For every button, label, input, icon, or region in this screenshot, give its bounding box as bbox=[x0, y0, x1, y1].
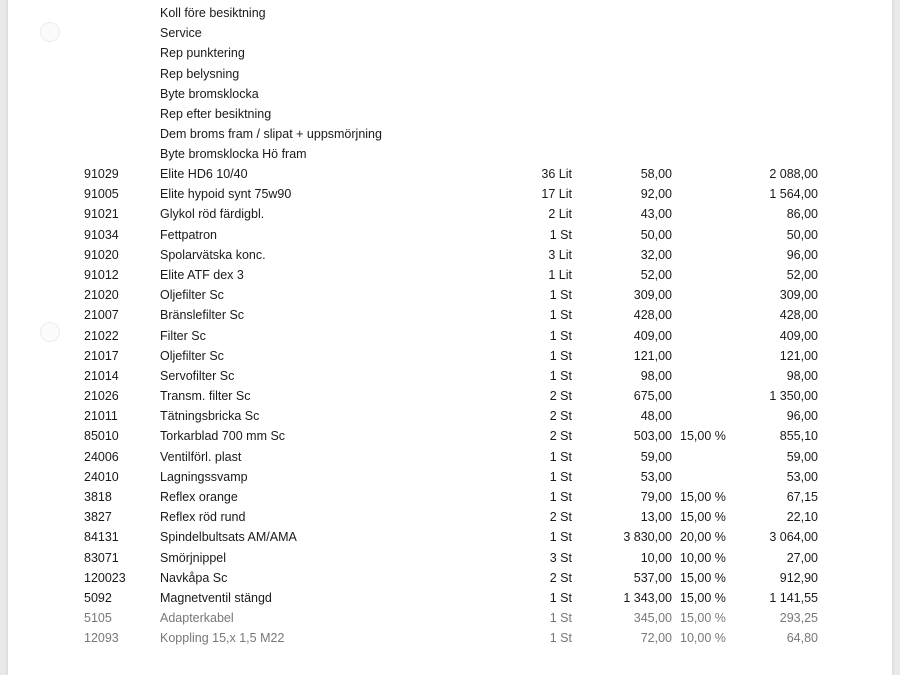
item-code: 5105 bbox=[84, 611, 112, 626]
item-code: 24010 bbox=[84, 469, 119, 484]
item-description: Adapterkabel bbox=[160, 611, 234, 626]
item-discount: 15,00 % bbox=[680, 429, 726, 444]
item-total: 96,00 bbox=[786, 409, 818, 424]
item-unit-price: 428,00 bbox=[633, 308, 672, 323]
item-total: 912,90 bbox=[779, 570, 818, 585]
item-code: 91020 bbox=[84, 247, 119, 262]
item-code: 21020 bbox=[84, 288, 119, 303]
item-unit-price: 32,00 bbox=[640, 247, 672, 262]
item-quantity: 2 St bbox=[549, 409, 572, 424]
item-total: 53,00 bbox=[786, 469, 818, 484]
item-description: Fettpatron bbox=[160, 227, 217, 242]
item-quantity: 1 St bbox=[549, 328, 572, 343]
item-total: 1 350,00 bbox=[769, 389, 818, 404]
item-total: 22,10 bbox=[786, 510, 818, 525]
item-description: Navkåpa Sc bbox=[160, 570, 228, 585]
work-note: Rep belysning bbox=[160, 66, 240, 81]
item-total: 64,80 bbox=[786, 631, 818, 646]
work-note: Service bbox=[160, 26, 202, 41]
item-discount: 10,00 % bbox=[680, 631, 726, 646]
work-note: Koll före besiktning bbox=[160, 6, 266, 20]
work-note: Rep punktering bbox=[160, 46, 245, 61]
item-description: Reflex röd rund bbox=[160, 510, 246, 525]
item-code: 91012 bbox=[84, 267, 119, 282]
item-quantity: 2 St bbox=[549, 429, 572, 444]
item-quantity: 2 St bbox=[549, 389, 572, 404]
item-description: Servofilter Sc bbox=[160, 368, 235, 383]
invoice-items-table bbox=[8, 164, 892, 649]
item-code: 91034 bbox=[84, 227, 119, 242]
work-note: Byte bromsklocka bbox=[160, 86, 259, 101]
item-code: 21017 bbox=[84, 348, 119, 363]
item-quantity: 2 St bbox=[549, 570, 572, 585]
table-row bbox=[8, 487, 892, 507]
item-code: 3827 bbox=[84, 510, 112, 525]
item-total: 27,00 bbox=[786, 550, 818, 565]
item-discount: 15,00 % bbox=[680, 570, 726, 585]
item-quantity: 1 St bbox=[549, 631, 572, 646]
item-code: 21014 bbox=[84, 368, 119, 383]
item-unit-price: 43,00 bbox=[640, 207, 672, 222]
item-total: 2 088,00 bbox=[769, 167, 818, 181]
table-row bbox=[8, 366, 892, 386]
item-unit-price: 1 343,00 bbox=[623, 590, 672, 605]
table-row bbox=[8, 204, 892, 224]
item-unit-price: 675,00 bbox=[633, 389, 672, 404]
item-discount: 15,00 % bbox=[680, 611, 726, 626]
item-total: 96,00 bbox=[786, 247, 818, 262]
table-row bbox=[8, 285, 892, 305]
item-description: Transm. filter Sc bbox=[160, 389, 251, 404]
item-discount: 15,00 % bbox=[680, 490, 726, 504]
item-total: 855,10 bbox=[779, 429, 818, 444]
item-description: Spolarvätska konc. bbox=[160, 247, 266, 262]
item-code: 91021 bbox=[84, 207, 119, 222]
item-code: 91029 bbox=[84, 167, 119, 181]
work-note: Rep efter besiktning bbox=[160, 106, 272, 121]
item-total: 50,00 bbox=[786, 227, 818, 242]
item-unit-price: 92,00 bbox=[640, 187, 672, 202]
item-unit-price: 13,00 bbox=[640, 510, 672, 525]
item-quantity: 3 St bbox=[549, 550, 572, 565]
item-unit-price: 52,00 bbox=[640, 267, 672, 282]
item-code: 24006 bbox=[84, 449, 119, 464]
item-unit-price: 10,00 bbox=[640, 550, 672, 565]
item-quantity: 17 Lit bbox=[541, 187, 572, 202]
item-description: Elite ATF dex 3 bbox=[160, 267, 244, 282]
item-description: Magnetventil stängd bbox=[160, 590, 272, 605]
item-quantity: 1 St bbox=[549, 469, 572, 484]
item-total: 1 564,00 bbox=[769, 187, 818, 202]
item-unit-price: 345,00 bbox=[633, 611, 672, 626]
invoice-page bbox=[8, 0, 892, 675]
item-discount: 15,00 % bbox=[680, 510, 726, 525]
item-unit-price: 3 830,00 bbox=[623, 530, 672, 545]
item-unit-price: 537,00 bbox=[633, 570, 672, 585]
item-total: 98,00 bbox=[786, 368, 818, 383]
item-description: Torkarblad 700 mm Sc bbox=[160, 429, 286, 444]
table-row bbox=[8, 184, 892, 204]
table-row bbox=[8, 507, 892, 527]
item-description: Spindelbultsats AM/AMA bbox=[160, 530, 297, 545]
item-description: Smörjnippel bbox=[160, 550, 227, 565]
item-description: Koppling 15,x 1,5 M22 bbox=[160, 631, 285, 646]
item-total: 3 064,00 bbox=[769, 530, 818, 545]
item-description: Glykol röd färdigbl. bbox=[160, 207, 265, 222]
item-quantity: 1 St bbox=[549, 490, 572, 504]
item-quantity: 1 St bbox=[549, 288, 572, 303]
item-quantity: 36 Lit bbox=[541, 167, 572, 181]
item-unit-price: 503,00 bbox=[633, 429, 672, 444]
work-note: Byte bromsklocka Hö fram bbox=[160, 147, 307, 162]
table-row bbox=[8, 608, 892, 628]
item-quantity: 1 St bbox=[549, 611, 572, 626]
item-total: 428,00 bbox=[779, 308, 818, 323]
item-description: Filter Sc bbox=[160, 328, 206, 343]
item-code: 21026 bbox=[84, 389, 119, 404]
item-quantity: 2 Lit bbox=[548, 207, 572, 222]
item-code: 91005 bbox=[84, 187, 119, 202]
work-note: Dem broms fram / slipat + uppsmörjning bbox=[160, 127, 382, 142]
item-description: Ventilförl. plast bbox=[160, 449, 242, 464]
item-quantity: 1 Lit bbox=[548, 267, 572, 282]
table-row bbox=[8, 527, 892, 547]
table-row bbox=[8, 467, 892, 487]
item-quantity: 1 St bbox=[549, 449, 572, 464]
item-unit-price: 309,00 bbox=[633, 288, 672, 303]
table-row bbox=[8, 588, 892, 608]
item-quantity: 3 Lit bbox=[548, 247, 572, 262]
item-total: 121,00 bbox=[779, 348, 818, 363]
item-description: Tätningsbricka Sc bbox=[160, 409, 260, 424]
item-total: 86,00 bbox=[786, 207, 818, 222]
item-total: 1 141,55 bbox=[769, 590, 818, 605]
item-unit-price: 53,00 bbox=[640, 469, 672, 484]
item-code: 85010 bbox=[84, 429, 119, 444]
table-row bbox=[8, 568, 892, 588]
item-total: 309,00 bbox=[779, 288, 818, 303]
item-discount: 15,00 % bbox=[680, 590, 726, 605]
item-unit-price: 409,00 bbox=[633, 328, 672, 343]
table-row bbox=[8, 386, 892, 406]
item-quantity: 1 St bbox=[549, 227, 572, 242]
item-total: 67,15 bbox=[786, 490, 818, 504]
item-discount: 20,00 % bbox=[680, 530, 726, 545]
item-code: 120023 bbox=[84, 570, 126, 585]
table-row bbox=[8, 225, 892, 245]
table-row bbox=[8, 406, 892, 426]
item-description: Elite HD6 10/40 bbox=[160, 167, 248, 181]
item-unit-price: 48,00 bbox=[640, 409, 672, 424]
table-row bbox=[8, 305, 892, 325]
item-discount: 10,00 % bbox=[680, 550, 726, 565]
punch-hole bbox=[40, 22, 60, 42]
item-unit-price: 59,00 bbox=[640, 449, 672, 464]
table-row bbox=[8, 245, 892, 265]
item-unit-price: 98,00 bbox=[640, 368, 672, 383]
table-row bbox=[8, 628, 892, 648]
item-code: 3818 bbox=[84, 490, 112, 504]
item-quantity: 1 St bbox=[549, 368, 572, 383]
item-code: 84131 bbox=[84, 530, 119, 545]
item-code: 21022 bbox=[84, 328, 119, 343]
table-row bbox=[8, 426, 892, 446]
item-code: 5092 bbox=[84, 590, 112, 605]
item-quantity: 1 St bbox=[549, 530, 572, 545]
item-total: 52,00 bbox=[786, 267, 818, 282]
item-unit-price: 79,00 bbox=[640, 490, 672, 504]
item-unit-price: 50,00 bbox=[640, 227, 672, 242]
item-description: Reflex orange bbox=[160, 490, 238, 504]
item-unit-price: 72,00 bbox=[640, 631, 672, 646]
item-unit-price: 121,00 bbox=[633, 348, 672, 363]
table-row bbox=[8, 447, 892, 467]
item-description: Oljefilter Sc bbox=[160, 348, 224, 363]
item-quantity: 1 St bbox=[549, 348, 572, 363]
item-total: 59,00 bbox=[786, 449, 818, 464]
work-notes bbox=[160, 3, 382, 165]
table-row bbox=[8, 548, 892, 568]
item-description: Lagningssvamp bbox=[160, 469, 248, 484]
item-quantity: 1 St bbox=[549, 590, 572, 605]
item-code: 12093 bbox=[84, 631, 119, 646]
table-row bbox=[8, 326, 892, 346]
item-description: Bränslefilter Sc bbox=[160, 308, 245, 323]
table-row bbox=[8, 346, 892, 366]
item-total: 293,25 bbox=[779, 611, 818, 626]
item-unit-price: 58,00 bbox=[640, 167, 672, 181]
item-description: Elite hypoid synt 75w90 bbox=[160, 187, 292, 202]
table-row bbox=[8, 265, 892, 285]
item-quantity: 1 St bbox=[549, 308, 572, 323]
item-code: 21011 bbox=[84, 409, 118, 424]
item-code: 21007 bbox=[84, 308, 119, 323]
item-total: 409,00 bbox=[779, 328, 818, 343]
table-row bbox=[8, 164, 892, 184]
item-code: 83071 bbox=[84, 550, 119, 565]
item-quantity: 2 St bbox=[549, 510, 572, 525]
item-description: Oljefilter Sc bbox=[160, 288, 224, 303]
